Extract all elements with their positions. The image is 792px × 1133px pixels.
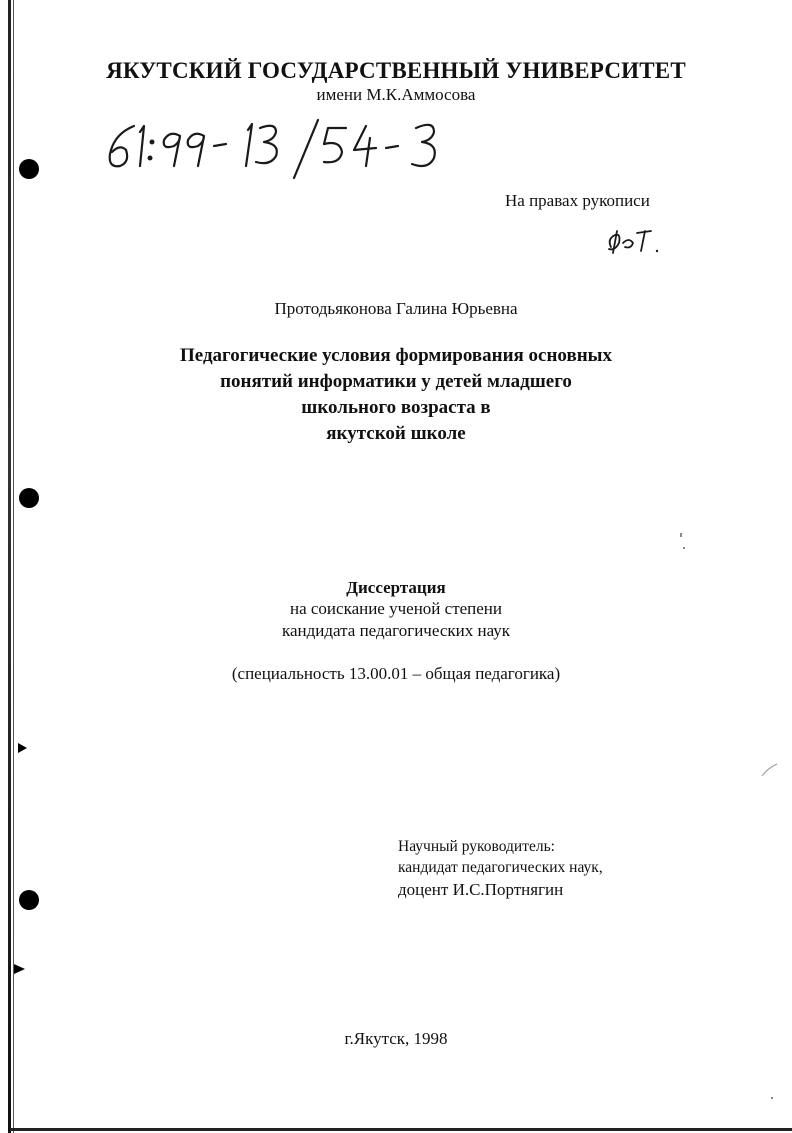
supervisor-degree: кандидат педагогических наук, (398, 859, 603, 876)
rights-notice: На правах рукописи (505, 191, 650, 210)
scan-bottom-edge (10, 1128, 792, 1131)
scan-speck (771, 1097, 773, 1099)
scan-arrow-mark (18, 743, 27, 753)
handwritten-signature (603, 225, 663, 257)
supervisor-label: Научный руководитель: (398, 838, 555, 855)
supervisor-name: доцент И.С.Портнягин (398, 880, 564, 899)
city-year: г.Якутск, 1998 (344, 1029, 448, 1048)
specialty-line: (специальность 13.00.01 – общая педагогика) (231, 664, 561, 683)
binding-hole (19, 488, 39, 508)
supervisor-block (398, 836, 603, 900)
title-line: понятий информатики у детей младшего (220, 371, 572, 392)
scan-stray-mark (760, 762, 780, 778)
dissertation-title (0, 343, 792, 447)
candidate-line: кандидата педагогических наук (281, 621, 511, 640)
handwritten-archive-number (100, 112, 460, 187)
author-name: Протодьяконова Галина Юрьевна (274, 299, 518, 318)
scan-speck (680, 533, 682, 537)
title-line: якутской школе (326, 423, 466, 444)
scan-speck (683, 547, 685, 549)
university-named-after: имени М.К.Аммосова (316, 85, 476, 104)
title-line: школьного возраста в (301, 397, 491, 418)
scan-arrow-mark (14, 964, 25, 974)
title-line: Педагогические условия формирования основных (179, 345, 612, 366)
university-name: ЯКУТСКИЙ ГОСУДАРСТВЕННЫЙ УНИВЕРСИТЕТ (106, 58, 686, 83)
degree-line: на соискание ученой степени (289, 599, 503, 618)
dissertation-label: Диссертация (346, 578, 446, 597)
binding-hole (19, 890, 39, 910)
scan-left-edge (8, 0, 11, 1133)
binding-hole (19, 159, 39, 179)
